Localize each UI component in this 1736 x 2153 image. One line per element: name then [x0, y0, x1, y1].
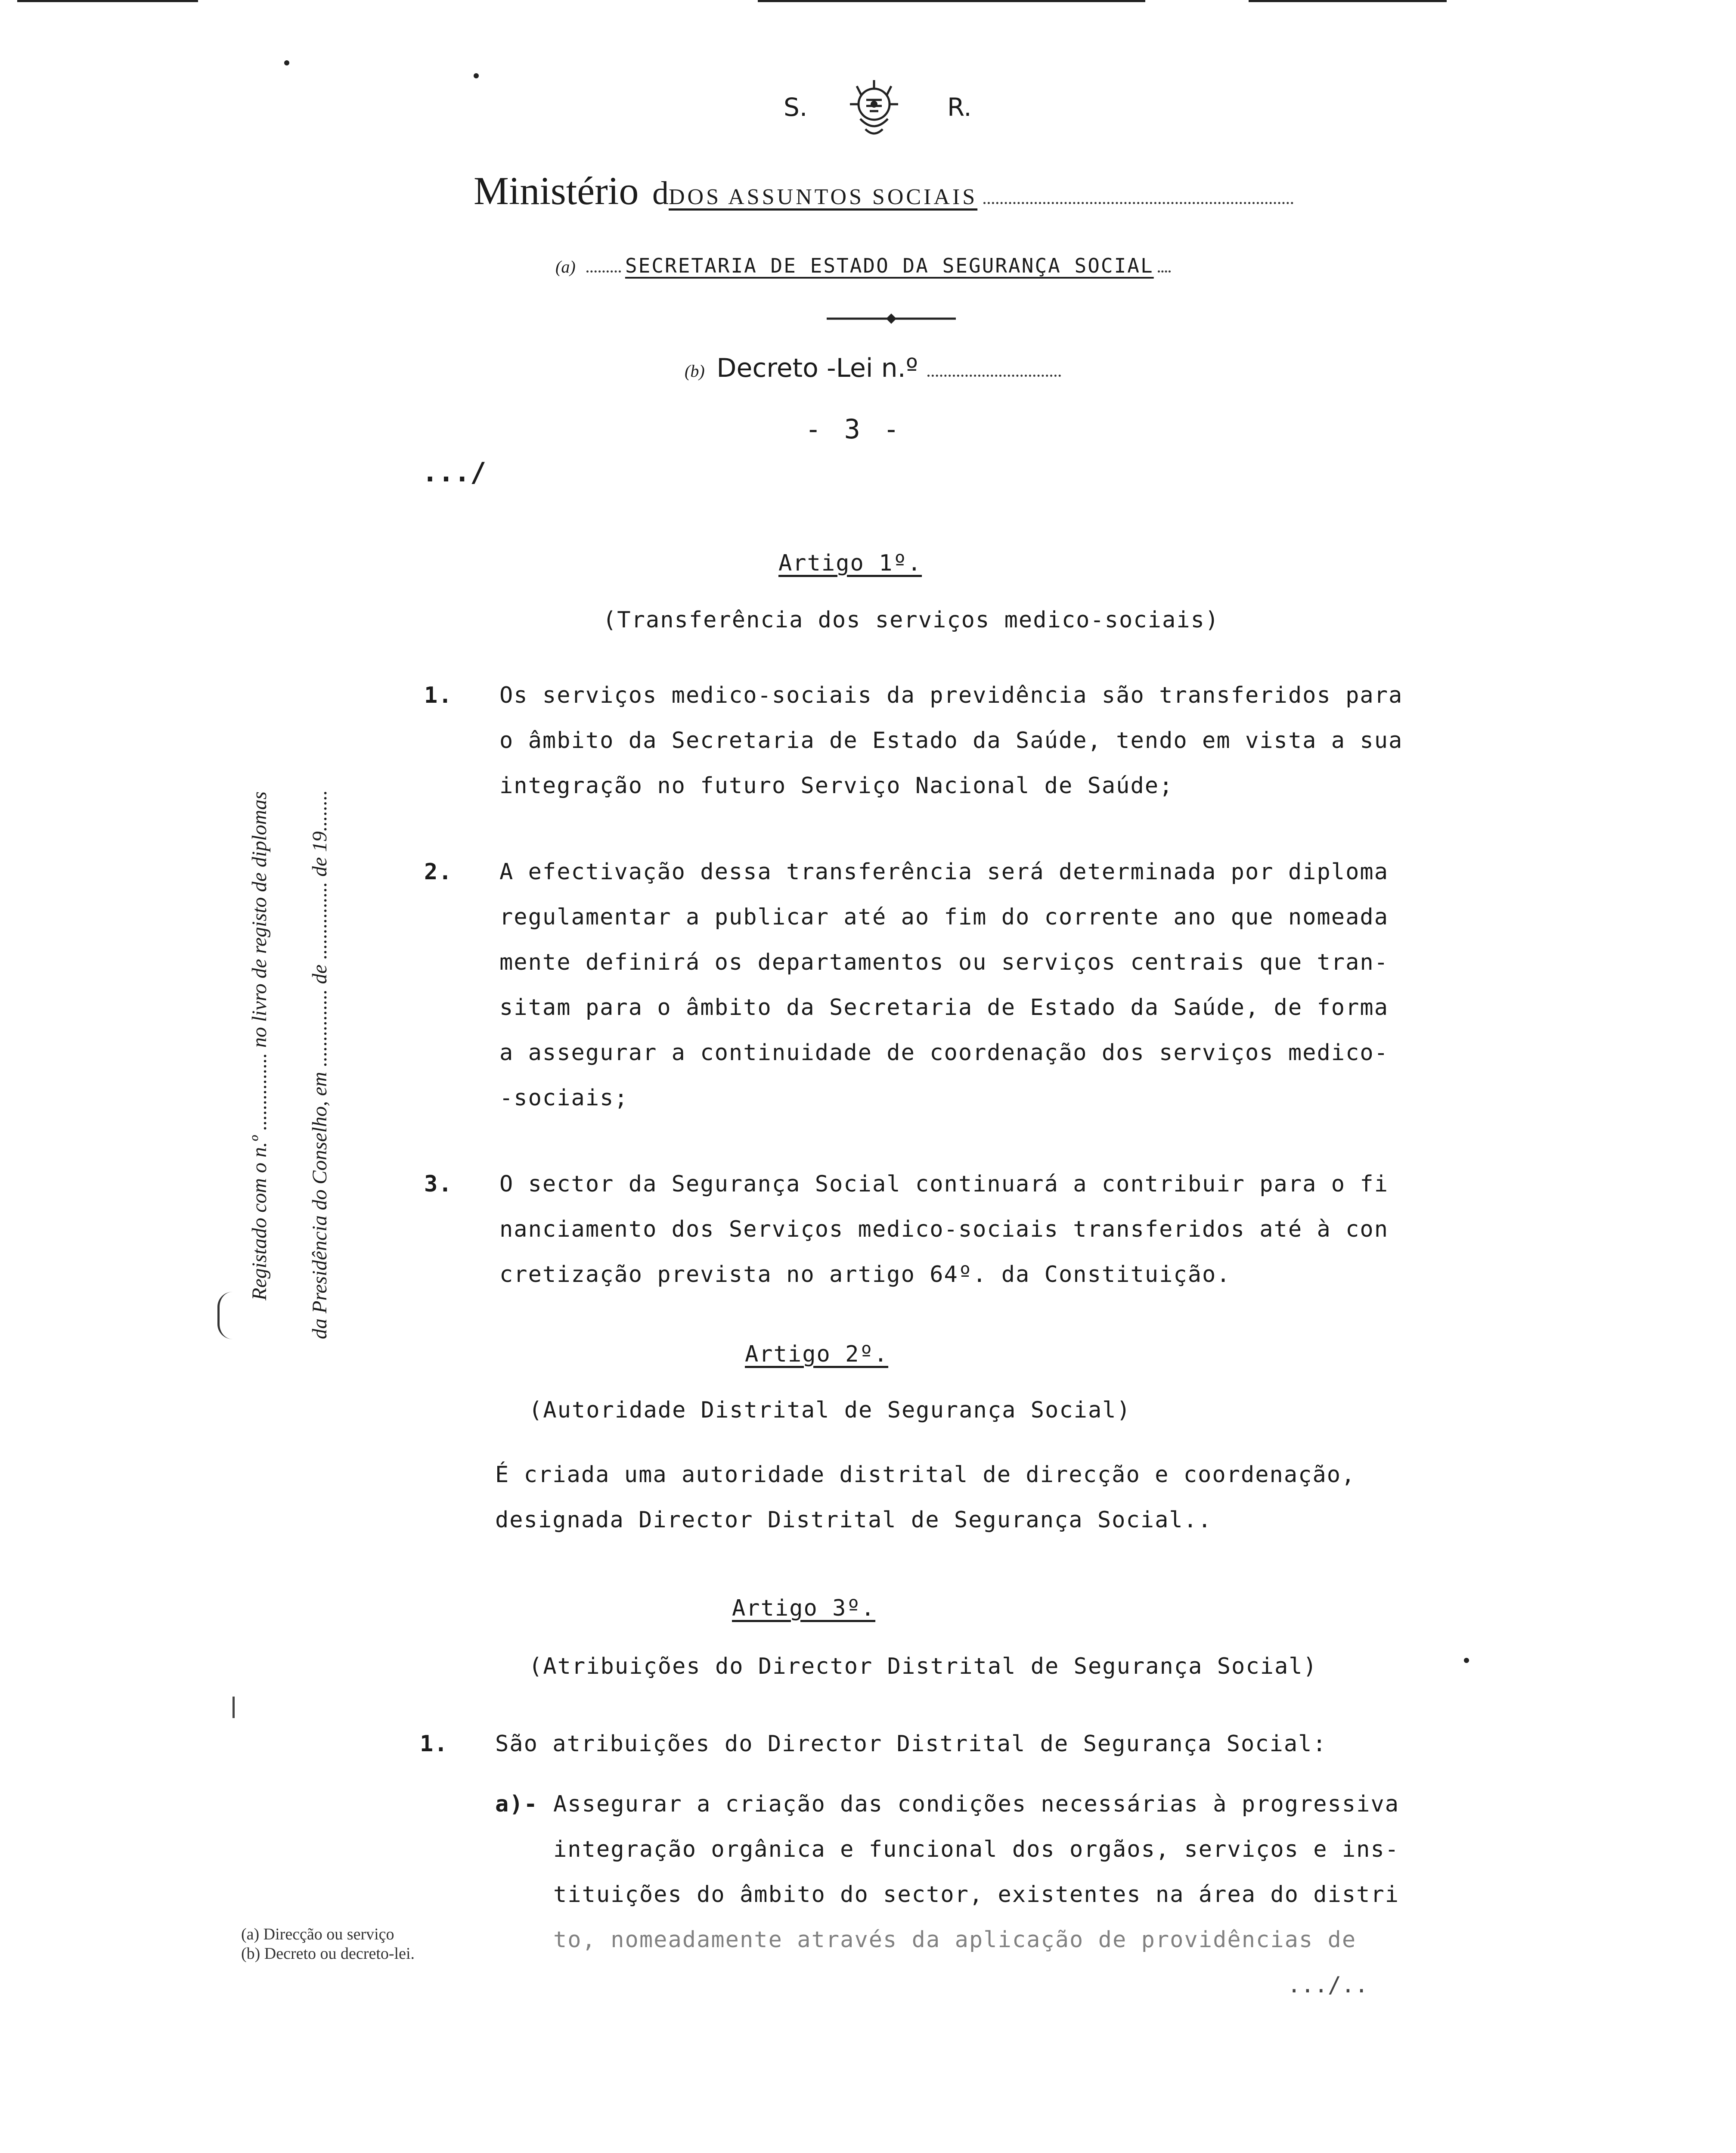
ministry-fill-line	[983, 202, 1293, 204]
coat-of-arms-seal-icon	[844, 78, 904, 144]
ministry-name: DOS ASSUNTOS SOCIAIS	[668, 185, 978, 209]
footnote-b: (b) Decreto ou decreto-lei.	[241, 1945, 415, 1963]
article3-sub-a-line: Assegurar a criação das condições necessárias à progressiva	[553, 1791, 1400, 1817]
article1-item2-line: sitam para o âmbito da Secretaria de Estado da Saúde, de forma	[499, 995, 1389, 1021]
speckle-dot	[474, 73, 479, 78]
header-r-letter: R.	[947, 93, 972, 122]
secretariat-fill-left	[586, 270, 621, 273]
ornament-divider-icon	[827, 312, 956, 327]
decree-line	[685, 353, 1061, 383]
article1-item1-number: 1.	[424, 683, 453, 708]
speckle-line	[232, 1697, 235, 1718]
label-b: (b)	[685, 361, 705, 381]
article1-item2-line: -sociais;	[499, 1085, 629, 1111]
article1-item2-line: mente definirá os departamentos ou serviços centrais que tran-	[499, 949, 1389, 975]
top-border-line	[1249, 0, 1447, 2]
header-s-letter: S.	[784, 93, 808, 122]
bottom-continuation-mark: .../..	[1287, 1972, 1368, 1998]
article3-item1-text: São atribuições do Director Distrital de Segurança Social:	[495, 1731, 1327, 1757]
article2-title: Artigo 2º.	[745, 1341, 889, 1367]
article1-item2-line: regulamentar a publicar até ao fim do corrente ano que nomeada	[499, 904, 1389, 930]
article1-item3-line: O sector da Segurança Social continuará a contribuir para o fi	[499, 1171, 1389, 1197]
speckle-dot	[1464, 1658, 1469, 1663]
article3-sub-a-line: integração orgânica e funcional dos orgãos, serviços e ins-	[553, 1837, 1400, 1862]
footnote-a: (a) Direcção ou serviço	[241, 1925, 394, 1943]
secretariat-fill-right	[1158, 270, 1171, 273]
secretariat-name: SECRETARIA DE ESTADO DA SEGURANÇA SOCIAL	[625, 254, 1154, 277]
article1-item1-line: integração no futuro Serviço Nacional de Saúde;	[499, 773, 1174, 799]
top-border-line	[758, 0, 1145, 2]
secretariat-line	[555, 254, 1171, 277]
article1-title: Artigo 1º.	[778, 550, 922, 576]
margin-bracket	[217, 1292, 232, 1339]
ministry-name-first: d	[652, 175, 669, 211]
article3-subtitle: (Atribuições do Director Distrital de Segurança Social)	[529, 1654, 1318, 1679]
article3-item1-number: 1.	[420, 1731, 449, 1757]
article1-item3-number: 3.	[424, 1171, 453, 1197]
label-a: (a)	[555, 257, 576, 276]
registration-note-line1: Registado com o n.º ............... no livro de registo de diplomas	[248, 791, 271, 1300]
article1-item2-line: A efectivação dessa transferência será determinada por diploma	[499, 859, 1389, 885]
article3-sub-a-line: tituições do âmbito do sector, existentes na área do distri	[553, 1882, 1400, 1908]
registration-note-line2: da Presidência do Conselho, em ............... de ............... de 19........	[308, 790, 331, 1339]
article1-item3-line: cretização prevista no artigo 64º. da Constituição.	[499, 1262, 1231, 1287]
article1-item1-line: o âmbito da Secretaria de Estado da Saúde, tendo em vista a sua	[499, 728, 1403, 754]
article2-subtitle: (Autoridade Distrital de Segurança Social)	[529, 1397, 1131, 1423]
continuation-mark: .../	[422, 456, 487, 488]
article2-text-line: designada Director Distrital de Segurança Social..	[495, 1507, 1212, 1533]
speckle-dot	[284, 60, 289, 65]
article1-item2-number: 2.	[424, 859, 453, 885]
ministry-prefix: Ministério	[474, 169, 639, 213]
article3-sub-a-label: a)-	[495, 1791, 538, 1817]
article1-item1-line: Os serviços medico-sociais da previdência são transferidos para	[499, 683, 1403, 708]
article3-title: Artigo 3º.	[732, 1595, 876, 1621]
ministry-line	[474, 168, 1293, 214]
article1-item2-line: a assegurar a continuidade de coordenação dos serviços medico-	[499, 1040, 1389, 1066]
decree-title: Decreto -Lei n.º	[716, 353, 918, 383]
top-border-line	[17, 0, 198, 2]
decree-number-field	[927, 375, 1061, 377]
article2-text-line: É criada uma autoridade distrital de direcção e coordenação,	[495, 1462, 1356, 1488]
article1-item3-line: nanciamento dos Serviços medico-sociais transferidos até à con	[499, 1216, 1389, 1242]
article1-subtitle: (Transferência dos serviços medico-sociais)	[603, 607, 1220, 633]
page-number: - 3 -	[805, 413, 903, 445]
article3-sub-a-line-faded: to, nomeadamente através da aplicação de providências de	[553, 1927, 1357, 1953]
